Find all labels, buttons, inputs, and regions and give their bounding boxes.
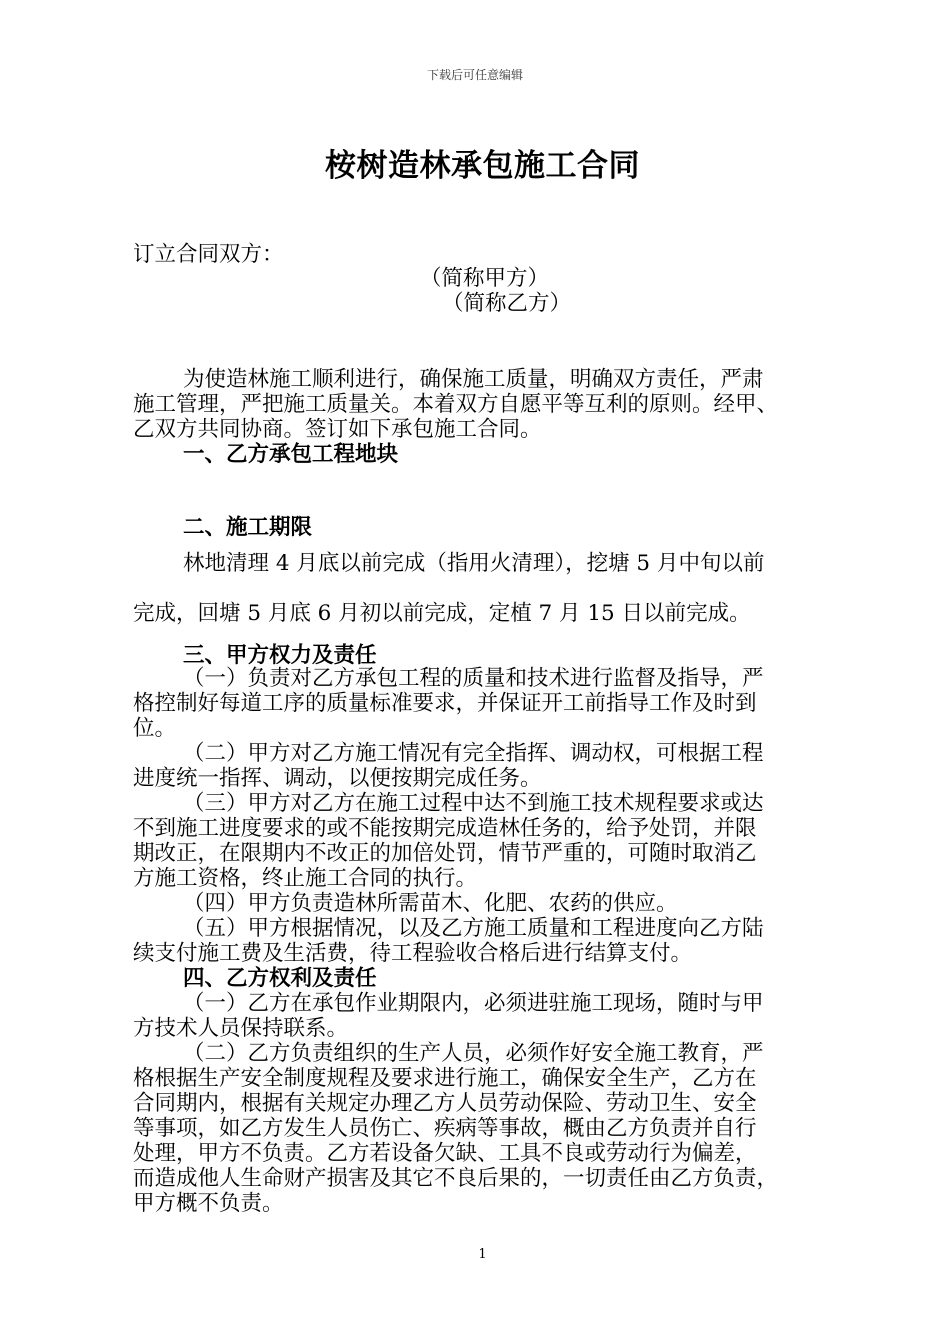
paragraph-line: 甲方概不负责。 bbox=[133, 1191, 284, 1216]
section-heading: 二、施工期限 bbox=[183, 515, 313, 540]
paragraph-line: （一）乙方在承包作业期限内，必须进驻施工现场，随时与甲 bbox=[183, 991, 764, 1016]
paragraph-line: 进度统一指挥、调动，以便按期完成任务。 bbox=[133, 766, 542, 791]
paragraph-line: 完成，回塘 5 月底 6 月初以前完成，定植 7 月 15 日以前完成。 bbox=[133, 601, 751, 626]
page-header: 下载后可任意编辑 bbox=[426, 68, 523, 82]
section-heading: 一、乙方承包工程地块 bbox=[183, 442, 399, 467]
preamble-line: 为使造林施工顺利进行，确保施工质量，明确双方责任，严肃 bbox=[183, 367, 764, 392]
paragraph-line: （一）负责对乙方承包工程的质量和技术进行监督及指导，严 bbox=[183, 666, 764, 691]
paragraph-line: （四）甲方负责造林所需苗木、化肥、农药的供应。 bbox=[183, 891, 678, 916]
party-a-label: （简称甲方） bbox=[420, 266, 550, 291]
document-title: 桉树造林承包施工合同 bbox=[325, 148, 640, 184]
paragraph-line: （三）甲方对乙方在施工过程中达不到施工技术规程要求或达 bbox=[183, 791, 764, 816]
paragraph-line: 格控制好每道工序的质量标准要求，并保证开工前指导工作及时到 bbox=[133, 691, 757, 716]
paragraph-line: 而造成他人生命财产损害及其它不良后果的，一切责任由乙方负责， bbox=[133, 1166, 779, 1191]
paragraph-line: 不到施工进度要求的或不能按期完成造林任务的，给予处罚，并限 bbox=[133, 816, 757, 841]
preamble-line: 乙双方共同协商。签订如下承包施工合同。 bbox=[133, 417, 542, 442]
paragraph-line: 方施工资格，终止施工合同的执行。 bbox=[133, 866, 478, 891]
paragraph-line: （五）甲方根据情况，以及乙方施工质量和工程进度向乙方陆 bbox=[183, 916, 764, 941]
paragraph-line: 格根据生产安全制度规程及要求进行施工，确保安全生产，乙方在 bbox=[133, 1066, 757, 1091]
paragraph-line: 处理，甲方不负责。乙方若设备欠缺、工具不良或劳动行为偏差， bbox=[133, 1141, 757, 1166]
page-number: 1 bbox=[478, 1247, 487, 1262]
paragraph-line: 期改正，在限期内不改正的加倍处罚，情节严重的，可随时取消乙 bbox=[133, 841, 757, 866]
parties-intro: 订立合同双方： bbox=[133, 242, 284, 267]
paragraph-line: （二）甲方对乙方施工情况有完全指挥、调动权，可根据工程 bbox=[183, 741, 764, 766]
paragraph-line: 位。 bbox=[133, 716, 177, 741]
paragraph-line: 方技术人员保持联系。 bbox=[133, 1016, 349, 1041]
section-heading: 三、甲方权力及责任 bbox=[183, 643, 377, 668]
paragraph-line: 续支付施工费及生活费，待工程验收合格后进行结算支付。 bbox=[133, 941, 693, 966]
paragraph-line: （二）乙方负责组织的生产人员，必须作好安全施工教育，严 bbox=[183, 1041, 764, 1066]
paragraph-line: 等事项，如乙方发生人员伤亡、疾病等事故，概由乙方负责并自行 bbox=[133, 1116, 757, 1141]
paragraph-line: 合同期内，根据有关规定办理乙方人员劳动保险、劳动卫生、安全 bbox=[133, 1091, 757, 1116]
preamble-line: 施工管理，严把施工质量关。本着双方自愿平等互利的原则。经甲、 bbox=[133, 392, 779, 417]
paragraph-line: 林地清理 4 月底以前完成（指用火清理），挖塘 5 月中旬以前 bbox=[183, 551, 765, 576]
party-b-label: （简称乙方） bbox=[442, 291, 572, 316]
section-heading: 四、乙方权利及责任 bbox=[183, 966, 377, 991]
